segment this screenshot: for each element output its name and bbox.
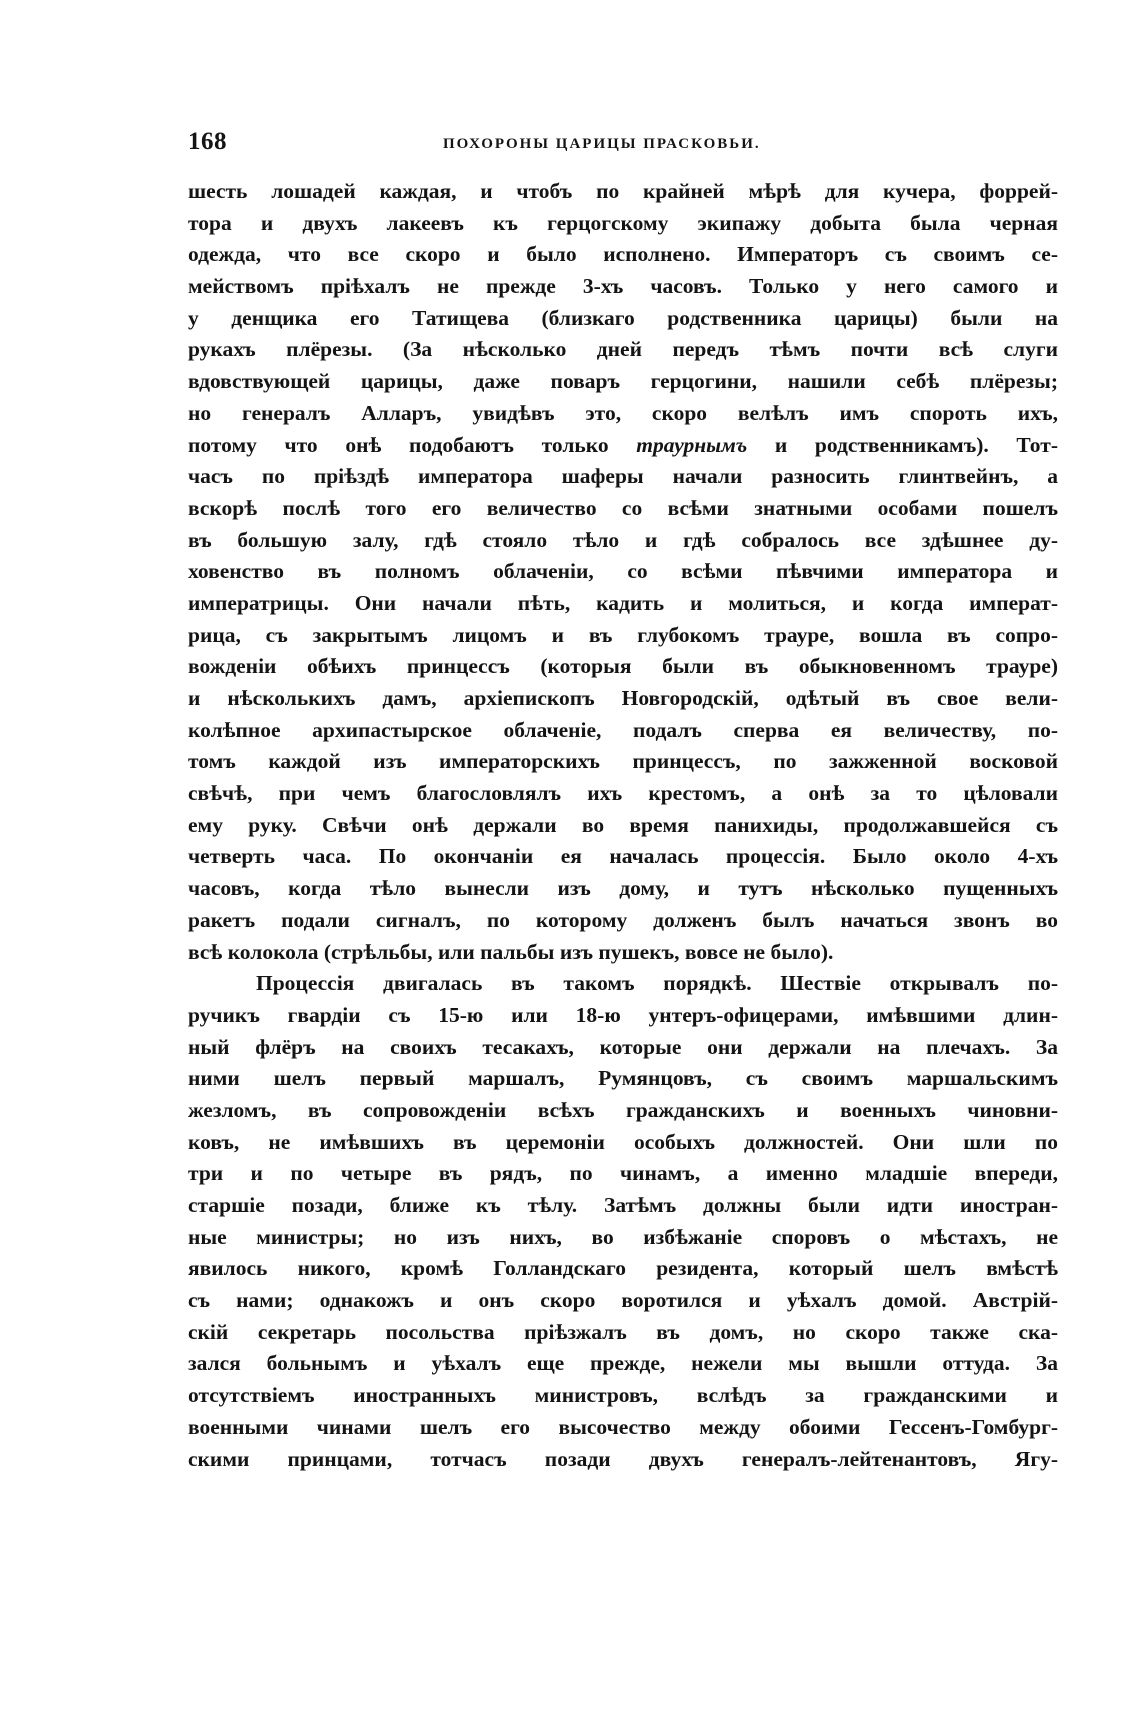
text-line: колѣпное архипастырское облаченіе, подалъ сперва ея величеству, по- — [188, 717, 1058, 742]
text-line: старшіе позади, ближе къ тѣлу. Затѣмъ должны были идти иностран- — [188, 1193, 1058, 1217]
text-line: ные министры; но изъ нихъ, во избѣжаніе споровъ о мѣстахъ, не — [188, 1224, 1058, 1249]
text-line: явилось никого, кромѣ Голландскаго резидента, который шелъ вмѣстѣ — [188, 1256, 1058, 1281]
text-line: часовъ, когда тѣло вынесли изъ дому, и тутъ нѣсколько пущенныхъ — [188, 876, 1058, 901]
text-line: шесть лошадей каждая, и чтобъ по крайней мѣрѣ для кучера, форрей- — [188, 179, 1058, 203]
text-line: ручикъ гвардіи съ 15-ю или 18-ю унтеръ-офицерами, имѣвшими длин- — [188, 1002, 1058, 1027]
text-line: тора и двухъ лакеевъ къ герцогскому экипажу добыта была черная — [188, 210, 1058, 235]
paragraph-start-line: Процессія двигалась въ такомъ порядкѣ. Шествіе открывалъ по- — [256, 971, 1058, 996]
page-header — [188, 128, 1058, 164]
text-line: ковъ, не имѣвшихъ въ церемоніи особыхъ должностей. Они шли по — [188, 1129, 1058, 1154]
line-end: и родственникамъ). Тот- — [747, 432, 1058, 457]
text-line: съ нами; однакожъ и онъ скоро воротился и уѣхалъ домой. Австрій- — [188, 1288, 1058, 1313]
text-line: скій секретарь посольства пріѣзжалъ въ домъ, но скоро также ска- — [188, 1319, 1058, 1344]
text-line: но генералъ Алларъ, увидѣвъ это, скоро велѣлъ имъ спороть ихъ, — [188, 400, 1058, 425]
text-line: у денщика его Татищева (близкаго родственника царицы) были на — [188, 305, 1058, 330]
line-start: потому что онѣ подобаютъ только — [188, 432, 609, 457]
text-line: императрицы. Они начали пѣть, кадить и молиться, и когда императ- — [188, 590, 1058, 615]
text-line: жезломъ, въ сопровожденіи всѣхъ гражданскихъ и военныхъ чиновни- — [188, 1097, 1058, 1122]
text-line: ракетъ подали сигналъ, по которому долженъ былъ начаться звонъ во — [188, 907, 1058, 932]
text-line: ховенство въ полномъ облаченіи, со всѣми пѣвчими императора и — [188, 559, 1058, 584]
italic-word: траурнымъ — [636, 432, 748, 457]
text-line: всѣ колокола (стрѣльбы, или пальбы изъ пушекъ, вовсе не было). — [188, 939, 834, 964]
text-line: четверть часа. По окончаніи ея началась процессія. Было около 4-хъ — [188, 844, 1058, 869]
text-line: рица, съ закрытымъ лицомъ и въ глубокомъ трауре, вошла въ сопро- — [188, 622, 1058, 647]
text-line: зался больнымъ и уѣхалъ еще прежде, нежели мы вышли оттуда. За — [188, 1351, 1058, 1376]
text-line: томъ каждой изъ императорскихъ принцессъ, по зажженной восковой — [188, 749, 1058, 774]
text-line: и нѣсколькихъ дамъ, архіепископъ Новгородскій, одѣтый въ свое вели- — [188, 686, 1058, 710]
text-line: мействомъ пріѣхалъ не прежде 3-хъ часовъ. Только у него самого и — [188, 274, 1058, 299]
text-line: ему руку. Свѣчи онѣ держали во время панихиды, продолжавшейся съ — [188, 812, 1058, 837]
text-line-with-italic — [188, 430, 1058, 462]
text-line: рукахъ плёрезы. (За нѣсколько дней передъ тѣмъ почти всѣ слуги — [188, 337, 1058, 362]
text-line: свѣчѣ, при чемъ благословлялъ ихъ крестомъ, а онѣ за то цѣловали — [188, 781, 1058, 806]
text-line: въ большую залу, гдѣ стояло тѣло и гдѣ собралось все здѣшнее ду- — [188, 527, 1058, 552]
body-text — [188, 176, 1058, 1475]
text-line: три и по четыре въ рядъ, по чинамъ, а именно младшіе впереди, — [188, 1161, 1058, 1186]
text-line: вожденіи обѣихъ принцессъ (которыя были въ обыкновенномъ трауре) — [188, 654, 1058, 679]
page-number: 168 — [188, 128, 227, 155]
text-line: ный флёръ на своихъ тесакахъ, которые они держали на плечахъ. За — [188, 1034, 1058, 1059]
text-line: вдовствующей царицы, даже поваръ герцогини, нашили себѣ плёрезы; — [188, 369, 1058, 394]
text-line: вскорѣ послѣ того его величество со всѣми знатными особами пошелъ — [188, 495, 1058, 520]
text-line: скими принцами, тотчасъ позади двухъ генералъ-лейтенантовъ, Ягу- — [188, 1446, 1058, 1471]
text-line: одежда, что все скоро и было исполнено. Императоръ съ своимъ се- — [188, 242, 1058, 267]
text-line: военными чинами шелъ его высочество между обоими Гессенъ-Гомбург- — [188, 1414, 1058, 1439]
text-line: часъ по пріѣздѣ императора шаферы начали разносить глинтвейнъ, а — [188, 464, 1058, 489]
running-head: ПОХОРОНЫ ЦАРИЦЫ ПРАСКОВЬИ. — [443, 136, 761, 152]
text-line: ними шелъ первый маршалъ, Румянцовъ, съ своимъ маршальскимъ — [188, 1066, 1058, 1091]
text-line: отсутствіемъ иностранныхъ министровъ, вслѣдъ за гражданскими и — [188, 1383, 1058, 1408]
